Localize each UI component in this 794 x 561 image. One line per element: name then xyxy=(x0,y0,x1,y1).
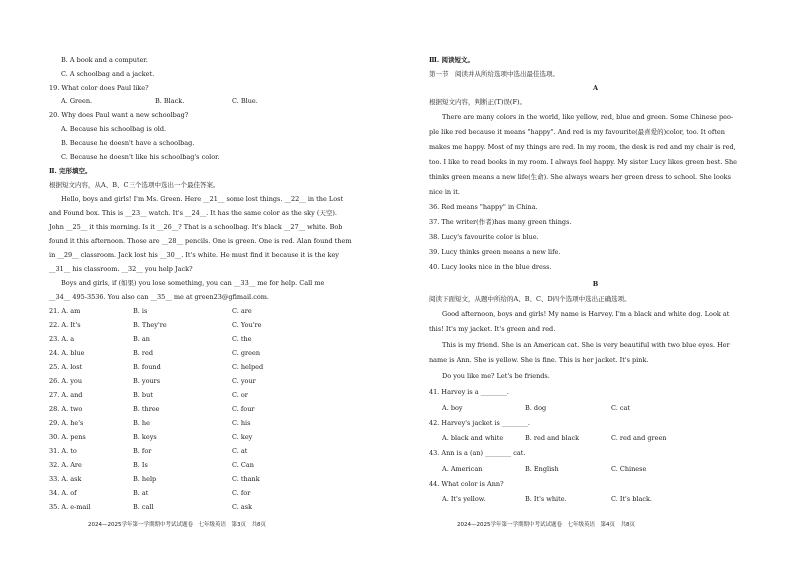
text-line: B. but xyxy=(133,391,153,399)
text-line: This is my friend. She is an American cat. She is very beautiful with two blue eyes. Her xyxy=(442,341,730,349)
text-line: 21. A. am xyxy=(49,307,81,315)
text-line: C. for xyxy=(232,489,251,497)
text-line: B. red xyxy=(133,349,154,357)
text-line: B. They're xyxy=(133,321,167,329)
text-line: C. green xyxy=(232,349,261,357)
exam-page-4 xyxy=(397,0,794,561)
text-line: 26. A. you xyxy=(49,377,83,385)
text-line: 37. The writer(作者)has many green things. xyxy=(429,218,572,226)
text-line: 42. Harvey's jacket is ________. xyxy=(429,419,530,427)
text-line: C. thank xyxy=(232,475,260,483)
text-line: A. American xyxy=(442,465,483,473)
text-line: B. It's white. xyxy=(525,495,567,503)
text-line: 39. Lucy thinks green means a new life. xyxy=(429,248,561,256)
text-line: 25. A. lost xyxy=(49,363,83,371)
text-line: 27. A. and xyxy=(49,391,83,399)
text-line: C. helped xyxy=(232,363,264,371)
text-line: nice in it. xyxy=(429,188,460,196)
text-line: 第一节 阅读并从所给选项中选出最佳选项。 xyxy=(429,70,559,78)
text-line: A. black and white xyxy=(442,434,504,442)
text-line: Boys and girls, if (如果) you lose something, you can __33__ me for help. Call me xyxy=(61,279,325,287)
text-line: B. Black. xyxy=(155,97,185,105)
text-line: 32. A. Are xyxy=(49,461,82,469)
page-footer: 2024—2025学年第一学期期中考试试题卷 七年级英语 第4页 共8页 xyxy=(457,522,635,528)
text-line: B. English xyxy=(525,465,559,473)
text-line: __34__ 495-3536. You also can __35__ me at green23@gfimail.com. xyxy=(49,293,269,301)
text-line: B. red and black xyxy=(525,434,580,442)
text-line: 23. A. a xyxy=(49,335,75,343)
text-line: C. Can xyxy=(232,461,254,469)
text-line: B. dog xyxy=(525,404,547,412)
text-line: C. his xyxy=(232,419,251,427)
text-line: Good afternoon, boys and girls! My name is Harvey. I'm a black and white dog. Look at xyxy=(442,310,730,318)
text-line: C. at xyxy=(232,447,248,455)
text-line: 19. What color does Paul like? xyxy=(49,84,149,92)
text-line: 36. Red means "happy" in China. xyxy=(429,203,538,211)
text-line: 33. A. ask xyxy=(49,475,82,483)
text-line: 34. A. of xyxy=(49,489,77,497)
text-line: 31. A. to xyxy=(49,447,77,455)
text-line: C. Because he doesn't like his schoolbag's color. xyxy=(61,153,220,161)
text-line: C. are xyxy=(232,307,252,315)
text-line: B. call xyxy=(133,503,154,511)
text-line: 20. Why does Paul want a new schoolbag? xyxy=(49,111,189,119)
text-line: B. A book and a computer. xyxy=(61,56,148,64)
text-line: B. keys xyxy=(133,433,157,441)
text-line: B. yours xyxy=(133,377,161,385)
page-footer: 2024—2025学年第一学期期中考试试题卷 七年级英语 第3页 共8页 xyxy=(88,522,266,528)
text-line: 阅读下面短文，从题中所给的A、B、C、D四个选项中选出正确选项。 xyxy=(429,295,631,303)
text-line: 41. Harvey is a ________. xyxy=(429,388,509,396)
text-line: B. help xyxy=(133,475,157,483)
text-line: this! It's my jacket. It's green and red. xyxy=(429,325,556,333)
text-line: 22. A. It's xyxy=(49,321,81,329)
text-line: A. Because his schoolbag is old. xyxy=(61,125,167,133)
text-line: C. your xyxy=(232,377,256,385)
text-line: C. four xyxy=(232,405,255,413)
text-line: C. Blue. xyxy=(232,97,258,105)
text-line: 35. A. e-mail xyxy=(49,503,91,511)
text-line: __31__ his classroom. __32__ you help Jack? xyxy=(49,265,193,273)
text-line: makes me happy. Most of my things are red. In my room, the desk is red and my chair is red, xyxy=(429,143,736,151)
text-line: A. Green. xyxy=(61,97,93,105)
text-line: C. key xyxy=(232,433,253,441)
text-line: There are many colors in the world, like yellow, red, blue and green. Some Chinese peo- xyxy=(442,113,734,121)
text-line: A. It's yellow. xyxy=(442,495,486,503)
text-line: 38. Lucy's favourite color is blue. xyxy=(429,233,539,241)
text-line: 根据短文内容，从A、B、C三个选项中选出一个最佳答案。 xyxy=(49,181,220,189)
text-line: B. Is xyxy=(133,461,148,469)
text-line: 24. A. blue xyxy=(49,349,85,357)
text-line: B. Because he doesn't have a schoolbag. xyxy=(61,139,195,147)
text-line: C. A schoolbag and a jacket. xyxy=(61,70,155,78)
text-line: B. is xyxy=(133,307,148,315)
text-line: 43. Ann is a (an) ________ cat. xyxy=(429,449,526,457)
text-line: too. I like to read books in my room. I always feel happy. My sister Lucy likes green best. She xyxy=(429,158,737,166)
text-line: Ⅱ. 完形填空。 xyxy=(49,167,92,175)
text-line: 30. A. pens xyxy=(49,433,86,441)
text-line: Ⅲ. 阅读短文。 xyxy=(429,56,474,64)
text-line: B. found xyxy=(133,363,161,371)
text-line: 40. Lucy looks nice in the blue dress. xyxy=(429,263,552,271)
text-line: and Found box. This is __23__ watch. It's __24__. It has the same color as the sky (天空). xyxy=(49,209,337,217)
text-line: C. the xyxy=(232,335,252,343)
text-line: 44. What color is Ann? xyxy=(429,480,504,488)
text-line: Do you like me? Let's be friends. xyxy=(442,372,550,380)
text-line: A. boy xyxy=(442,404,463,412)
text-line: thinks green means a new life(生命). She always wears her green dress to school. She looks xyxy=(429,173,731,181)
text-line: B. at xyxy=(133,489,149,497)
text-line: C. red and green xyxy=(611,434,667,442)
text-line: C. You're xyxy=(232,321,262,329)
text-line: B. for xyxy=(133,447,152,455)
text-line: C. Chinese xyxy=(611,465,647,473)
text-line: 29. A. he's xyxy=(49,419,84,427)
text-line: Hello, boys and girls! I'm Ms. Green. Here __21__ some lost things. __22__ in the Lost xyxy=(61,195,344,203)
text-line: C. cat xyxy=(611,404,631,412)
text-line: found it this afternoon. Those are __28__ pencils. One is green. One is red. Alan found them xyxy=(49,237,352,245)
text-line: John __25__ it this morning. Is it __26__? That is a schoolbag. It's black __27__ white. Bob xyxy=(49,223,343,231)
text-line: in __29__ classroom. Jack lost his __30__. It's white. He must find it because it is the key xyxy=(49,251,339,259)
text-line: C. It's black. xyxy=(611,495,653,503)
text-line: B xyxy=(592,280,599,288)
text-line: 28. A. two xyxy=(49,405,83,413)
text-line: C. ask xyxy=(232,503,253,511)
text-line: 根据短文内容，判断正(T)误(F)。 xyxy=(429,98,526,106)
text-line: B. three xyxy=(133,405,160,413)
text-line: A xyxy=(592,84,599,92)
text-line: B. he xyxy=(133,419,150,427)
text-line: C. or xyxy=(232,391,248,399)
text-line: name is Ann. She is yellow. She is fine. This is her jacket. It's pink. xyxy=(429,356,649,364)
text-line: B. an xyxy=(133,335,150,343)
text-line: ple like red because it means "happy". And red is my favourite(最喜爱的)color, too. It often xyxy=(429,128,725,136)
